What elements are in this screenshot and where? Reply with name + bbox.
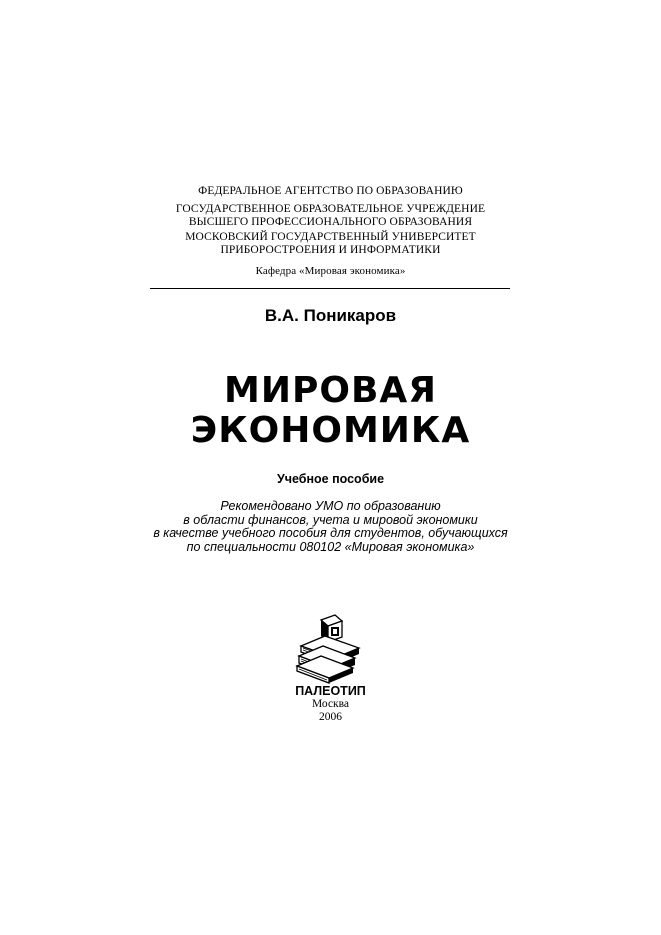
institution-line-2b: ВЫСШЕГО ПРОФЕССИОНАЛЬНОГО ОБРАЗОВАНИЯ — [188, 215, 473, 228]
publisher-city: Москва — [311, 698, 350, 710]
institution-line-2 — [0, 203, 661, 228]
institution-line-1 — [0, 185, 661, 198]
publication-year: 2006 — [319, 711, 342, 723]
recommendation — [0, 500, 661, 554]
author-name: В.А. Поникаров — [264, 306, 397, 325]
publisher-name: ПАЛЕОТИП — [295, 684, 366, 698]
institution-agency: ФЕДЕРАЛЬНОЕ АГЕНТСТВО ПО ОБРАЗОВАНИЮ — [198, 185, 463, 197]
divider-rule — [150, 288, 510, 289]
recommendation-line-2: в области финансов, учета и мировой экономики — [183, 512, 478, 527]
recommendation-line-3: в качестве учебного пособия для студентов, обучающихся — [153, 526, 508, 540]
institution-line-2a: ГОСУДАРСТВЕННОЕ ОБРАЗОВАТЕЛЬНОЕ УЧРЕЖДЕНИЕ — [175, 203, 486, 215]
institution-line-3b: ПРИБОРОСТРОЕНИЯ И ИНФОРМАТИКИ — [220, 243, 441, 256]
book-subtitle: Учебное пособие — [276, 472, 385, 486]
book-title-line-1: МИРОВАЯ — [224, 370, 437, 411]
books-logo-icon — [295, 612, 365, 684]
institution-line-3a: МОСКОВСКИЙ ГОСУДАРСТВЕННЫЙ УНИВЕРСИТЕТ — [185, 231, 476, 243]
book-title-line-2: ЭКОНОМИКА — [190, 410, 471, 451]
recommendation-line-1: Рекомендовано УМО по образованию — [220, 499, 441, 513]
book-title — [0, 371, 661, 451]
department: Кафедра «Мировая экономика» — [255, 265, 406, 277]
institution-line-3 — [0, 231, 661, 256]
recommendation-line-4: по специальности 080102 «Мировая экономика» — [186, 539, 475, 554]
